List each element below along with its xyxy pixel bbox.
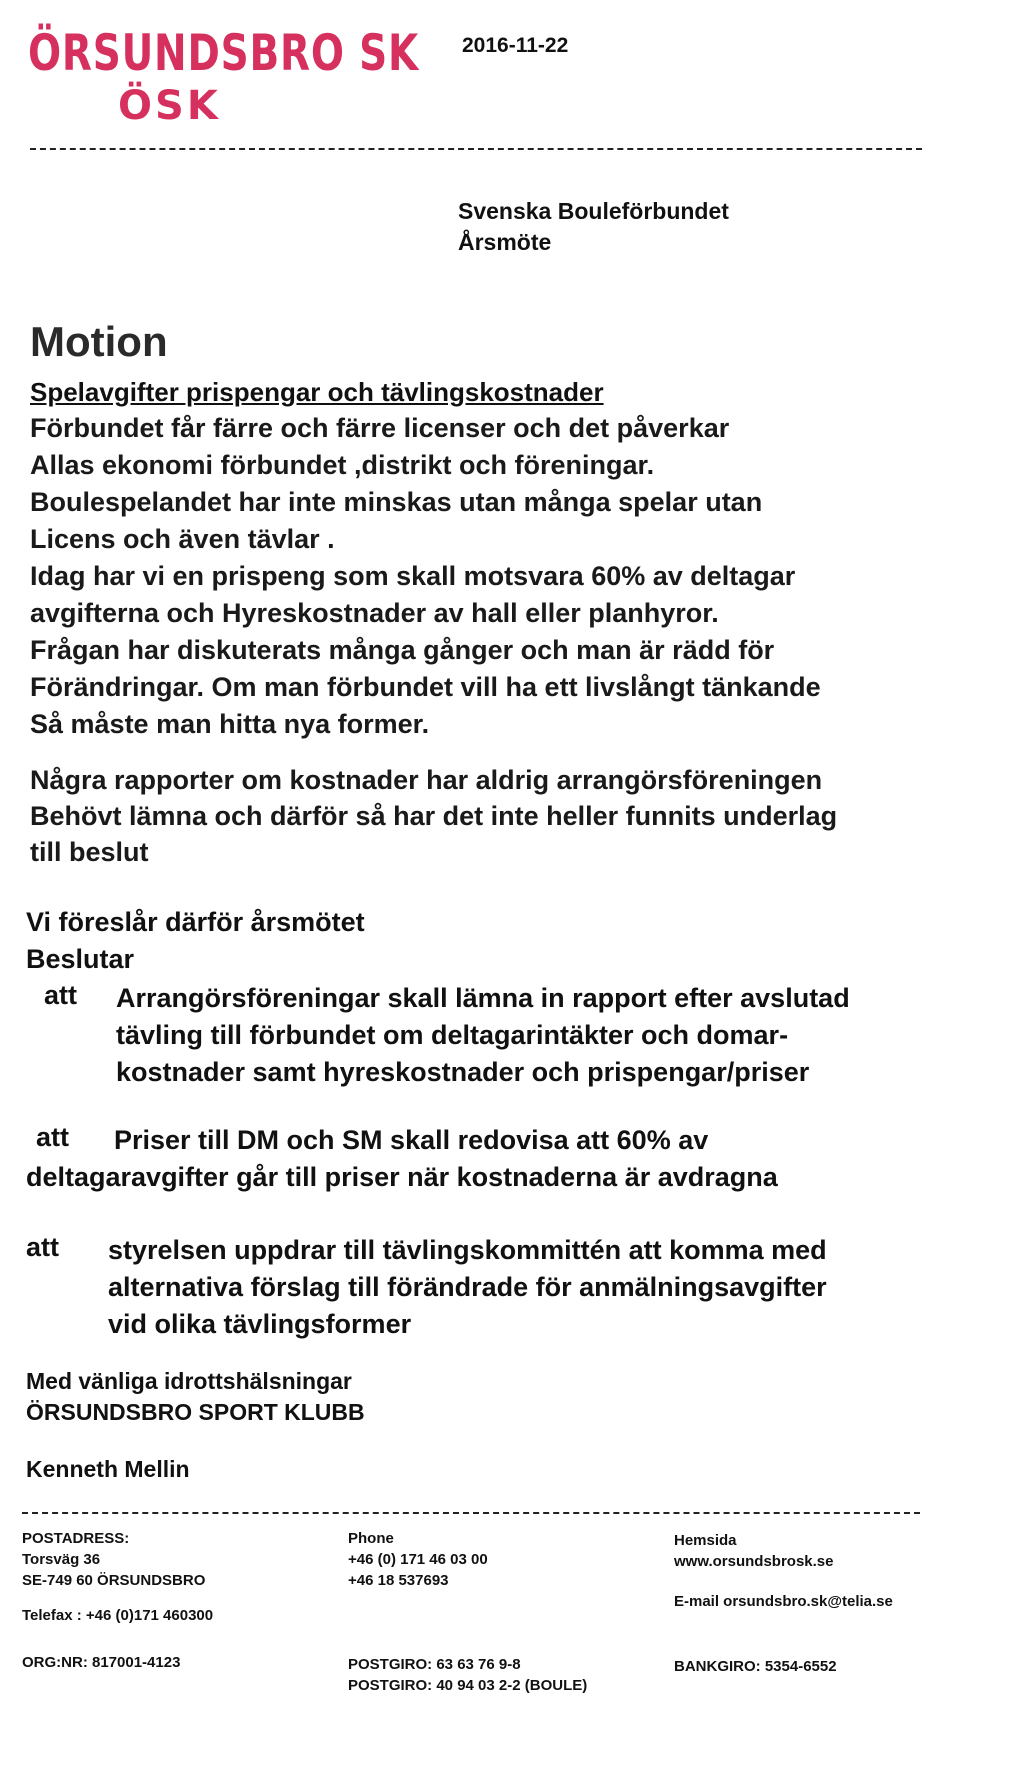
phone-number: +46 (0) 171 46 03 00 [348,1551,488,1568]
att-item-1 [116,980,850,1091]
motion-paragraph-1 [30,410,821,743]
paragraph-line: Förbundet får färre och färre licenser och det påverkar [30,413,730,443]
footer-divider [22,1512,920,1514]
postgiro-block [348,1654,587,1696]
att-line: deltagaravgifter går till priser när kostnaderna är avdragna [26,1162,778,1192]
phone-number: +46 18 537693 [348,1572,449,1589]
paragraph-line: avgifterna och Hyreskostnader av hall eller planhyror. [30,598,719,628]
att-line: kostnader samt hyreskostnader och prispengar/priser [116,1057,810,1087]
att-line: tävling till förbundet om deltagarintäkter och domar- [116,1020,789,1050]
att-line: alternativa förslag till förändrade för anmälningsavgifter [108,1272,827,1302]
document-date: 2016-11-22 [462,34,569,57]
motion-title: Motion [30,318,168,365]
att-line: vid olika tävlingsformer [108,1309,412,1339]
postal-address-label: POSTADRESS: [22,1530,130,1547]
att-label: att [36,1122,69,1152]
signer-name: Kenneth Mellin [26,1456,190,1482]
motion-subject: Spelavgifter prispengar och tävlingskostnader [30,377,604,407]
paragraph-line: Boulespelandet har inte minskas utan många spelar utan [30,487,763,517]
paragraph-line: Förändringar. Om man förbundet vill ha ett livslångt tänkande [30,672,821,702]
postgiro-number: POSTGIRO: 40 94 03 2-2 (BOULE) [348,1677,588,1694]
paragraph-line: Frågan har diskuterats många gånger och man är rädd för [30,635,775,665]
att-line: Priser till DM och SM skall redovisa att 60% av [114,1125,709,1155]
website-block [674,1530,834,1572]
recipient-block [458,196,729,258]
recipient-organization: Svenska Bouleförbundet [458,198,729,224]
postgiro-number: POSTGIRO: 63 63 76 9-8 [348,1656,521,1673]
club-logo-name: ÖRSUNDSBRO SK [28,24,419,82]
organization-number: ORG:NR: 817001-4123 [22,1654,181,1671]
postal-city: SE-749 60 ÖRSUNDSBRO [22,1572,206,1589]
recipient-meeting: Årsmöte [458,229,552,255]
header-divider [30,148,922,150]
paragraph-line: Behövt lämna och därför så har det inte heller funnits underlag [30,801,838,831]
paragraph-line: Allas ekonomi förbundet ,distrikt och föreningar. [30,450,655,480]
closing-greeting: Med vänliga idrottshälsningar [26,1368,352,1394]
proposal-decision-label: Beslutar [26,944,135,974]
motion-paragraph-2 [30,762,837,870]
att-label: att [26,1232,59,1262]
email-address[interactable]: E-mail orsundsbro.sk@telia.se [674,1593,893,1610]
proposal-line: Vi föreslår därför årsmötet [26,907,365,937]
phone-block [348,1528,488,1591]
att-line: styrelsen uppdrar till tävlingskommittén att komma med [108,1235,827,1265]
telefax: Telefax : +46 (0)171 460300 [22,1607,214,1624]
postal-address [22,1528,205,1591]
att-label: att [44,980,77,1010]
closing-block [26,1366,365,1428]
paragraph-line: Så måste man hitta nya former. [30,709,430,739]
att-item-2 [26,1122,778,1196]
att-line: Arrangörsföreningar skall lämna in rapport efter avslutad [116,983,850,1013]
paragraph-line: Idag har vi en prispeng som skall motsvara 60% av deltagar [30,561,796,591]
proposal-intro [26,904,365,978]
street-address: Torsväg 36 [22,1551,101,1568]
att-item-3 [108,1232,827,1343]
website-link[interactable]: www.orsundsbrosk.se [674,1553,834,1570]
club-name: ÖRSUNDSBRO SPORT KLUBB [26,1399,365,1425]
paragraph-line: Licens och även tävlar . [30,524,335,554]
paragraph-line: till beslut [30,837,149,867]
website-label: Hemsida [674,1532,737,1549]
bankgiro-number: BANKGIRO: 5354-6552 [674,1658,837,1675]
paragraph-line: Några rapporter om kostnader har aldrig arrangörsföreningen [30,765,823,795]
club-logo-abbreviation: ÖSK [118,83,221,129]
phone-label: Phone [348,1530,394,1547]
